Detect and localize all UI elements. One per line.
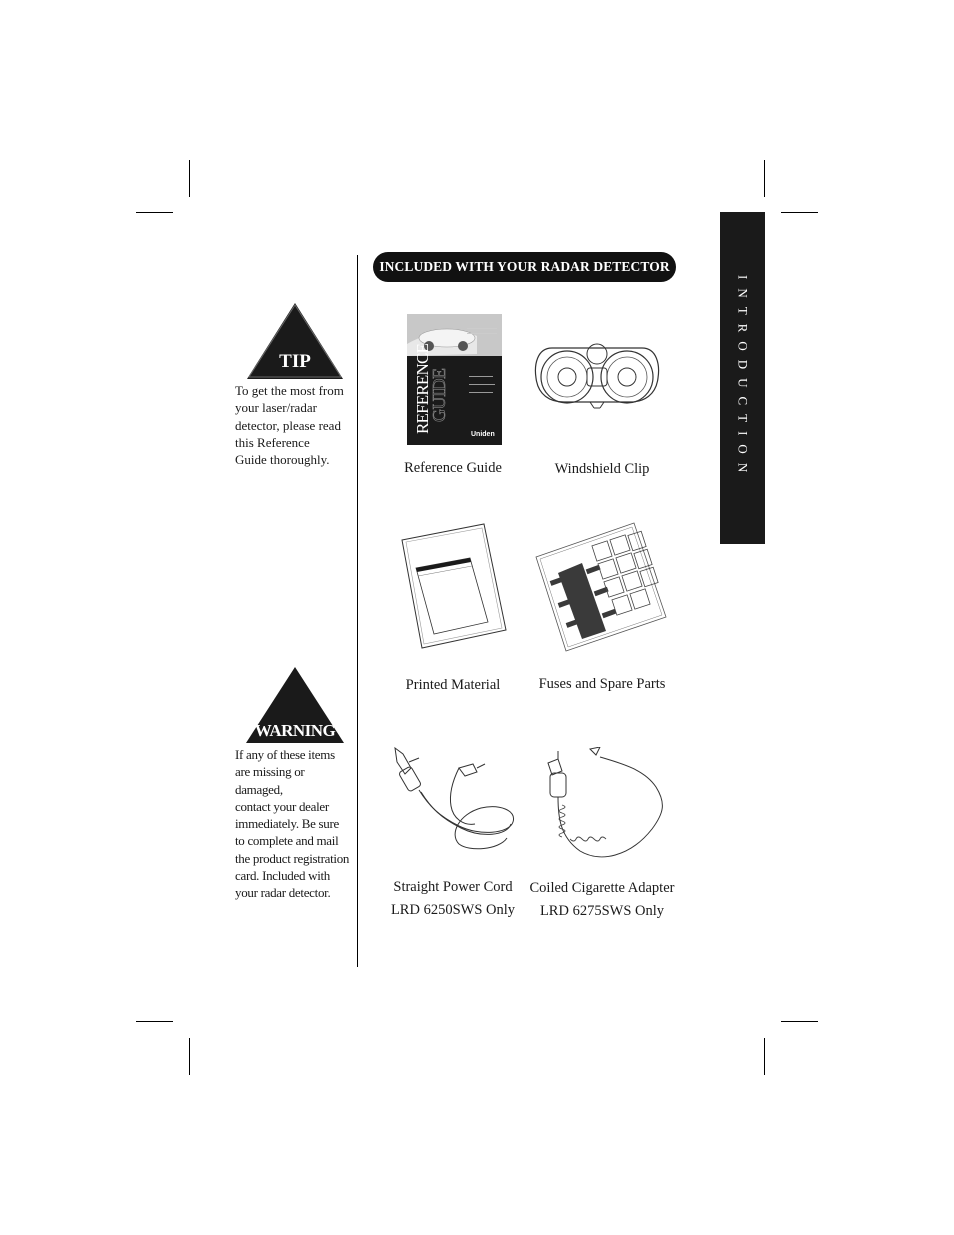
guide-cover-brand: Uniden: [471, 431, 495, 438]
item-caption: Coiled Cigarette Adapter LRD 6275SWS Only: [529, 880, 675, 919]
guide-cover-subtitle: GUIDE: [429, 368, 449, 422]
item-caption: Straight Power Cord LRD 6250SWS Only: [390, 879, 516, 918]
coiled-cigarette-adapter-icon: [540, 747, 670, 863]
warning-heading: WARNING: [254, 721, 336, 740]
crop-mark: [189, 1038, 190, 1075]
crop-mark: [781, 212, 818, 213]
guide-cover-title: REFERENCE: [413, 343, 432, 434]
section-banner: INCLUDED WITH YOUR RADAR DETECTOR: [373, 252, 676, 282]
warning-text: If any of these items are missing or damaged, contact your dealer immediately. Be sure to complete and mail the product registration card. Included with your radar detector.: [235, 747, 350, 901]
straight-power-cord-icon: [389, 746, 519, 856]
item-caption: Printed Material: [405, 677, 501, 693]
item-caption: Fuses and Spare Parts: [538, 676, 666, 692]
fuses-spare-parts-icon: [534, 521, 668, 653]
crop-mark: [136, 1021, 173, 1022]
crop-mark: [189, 160, 190, 197]
crop-mark: [136, 212, 173, 213]
item-caption: Windshield Clip: [554, 461, 650, 477]
item-caption: Reference Guide: [404, 460, 502, 476]
column-divider: [357, 255, 358, 967]
section-tab: [720, 212, 765, 544]
reference-guide-icon: [407, 314, 502, 445]
crop-mark: [764, 1038, 765, 1075]
printed-material-icon: [400, 522, 508, 650]
tip-callout: [247, 303, 343, 381]
crop-mark: [781, 1021, 818, 1022]
windshield-clip-icon: [532, 340, 662, 410]
tip-text: To get the most from your laser/radar detector, please read this Reference Guide thoroughly.: [235, 383, 344, 468]
tip-heading: TIP: [279, 351, 311, 372]
warning-callout: [246, 667, 344, 745]
crop-mark: [764, 160, 765, 197]
section-tab-label: INTRODUCTION: [735, 274, 751, 482]
